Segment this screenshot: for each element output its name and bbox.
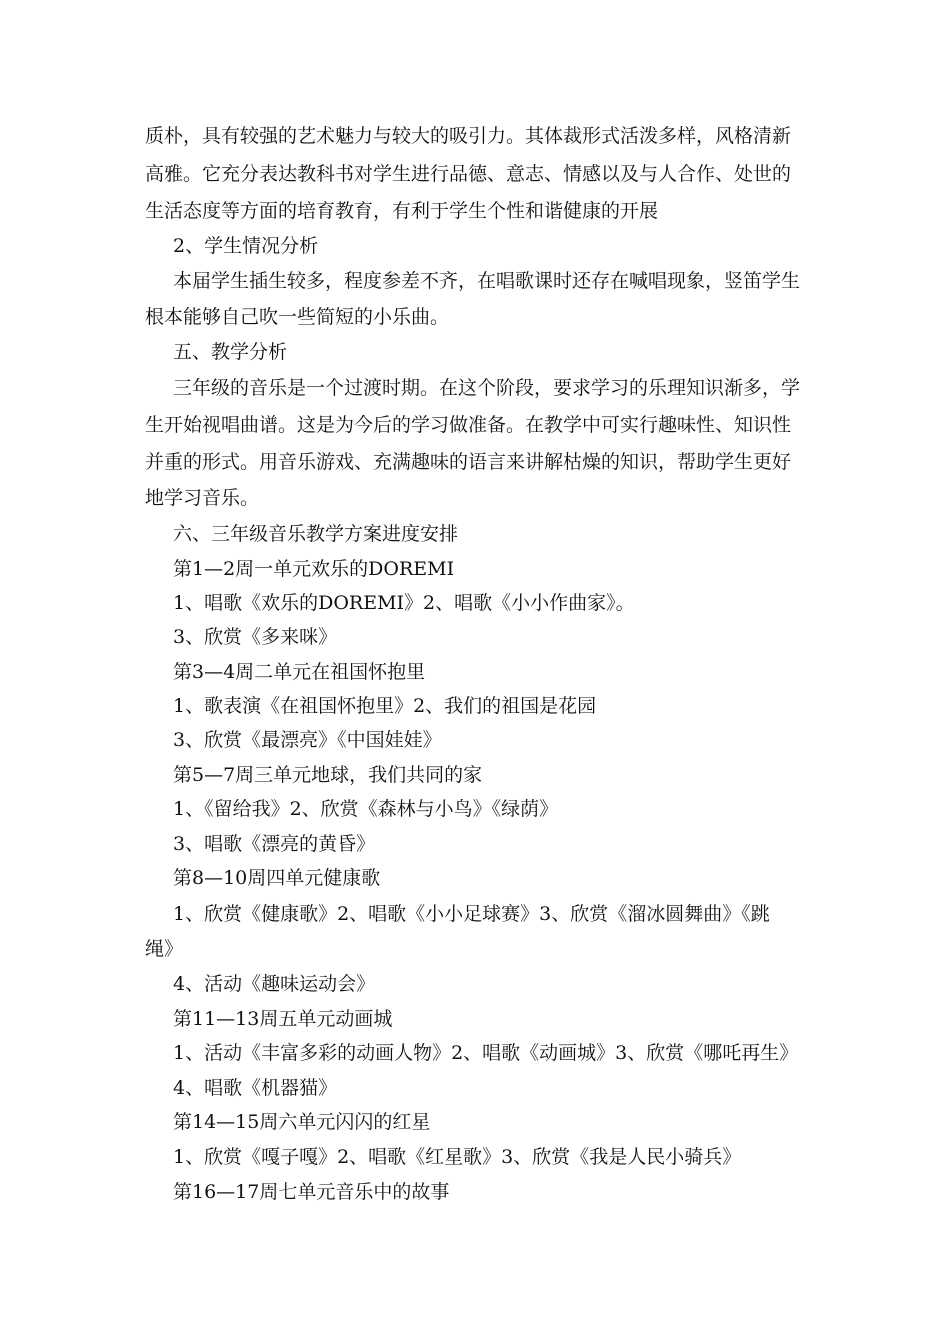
schedule-item: 1、活动《丰富多彩的动画人物》2、唱歌《动画城》3、欣赏《哪吒再生》 <box>173 1042 799 1064</box>
paragraph-line: 地学习音乐。 <box>145 487 260 509</box>
section-heading: 六、三年级音乐教学方案进度安排 <box>173 523 459 545</box>
schedule-item: 1、欣赏《嘎子嘎》2、唱歌《红星歌》3、欣赏《我是人民小骑兵》 <box>173 1146 742 1168</box>
schedule-unit-heading: 第3—4周二单元在祖国怀抱里 <box>173 661 426 683</box>
schedule-item: 1、歌表演《在祖国怀抱里》2、我们的祖国是花园 <box>173 695 597 717</box>
schedule-item: 3、唱歌《漂亮的黄昏》 <box>173 833 376 855</box>
section-heading: 五、教学分析 <box>173 341 288 363</box>
paragraph-line: 根本能够自己吹一些简短的小乐曲。 <box>145 306 450 328</box>
schedule-item: 4、唱歌《机器猫》 <box>173 1077 338 1099</box>
schedule-unit-heading: 第14—15周六单元闪闪的红星 <box>173 1111 431 1133</box>
schedule-item: 1、唱歌《欢乐的DOREMI》2、唱歌《小小作曲家》。 <box>173 592 635 614</box>
schedule-item: 3、欣赏《最漂亮》《中国娃娃》 <box>173 729 442 751</box>
paragraph-line: 质朴，具有较强的艺术魅力与较大的吸引力。其体裁形式活泼多样，风格清新 <box>145 125 792 147</box>
paragraph-line: 生开始视唱曲谱。这是为今后的学习做准备。在教学中可实行趣味性、知识性 <box>145 414 792 436</box>
schedule-item-continuation: 绳》 <box>145 938 184 960</box>
paragraph-line: 本届学生插生较多，程度参差不齐，在唱歌课时还存在喊唱现象，竖笛学生 <box>173 270 801 292</box>
paragraph-line: 并重的形式。用音乐游戏、充满趣味的语言来讲解枯燥的知识，帮助学生更好 <box>145 451 792 473</box>
section-heading: 2、学生情况分析 <box>173 235 319 257</box>
schedule-unit-heading: 第16—17周七单元音乐中的故事 <box>173 1181 450 1203</box>
schedule-unit-heading: 第11—13周五单元动画城 <box>173 1008 393 1030</box>
paragraph-line: 生活态度等方面的培育教育，有利于学生个性和谐健康的开展 <box>145 200 659 222</box>
schedule-item: 4、活动《趣味运动会》 <box>173 973 376 995</box>
paragraph-line: 三年级的音乐是一个过渡时期。在这个阶段，要求学习的乐理知识渐多，学 <box>173 377 801 399</box>
schedule-item: 1、欣赏《健康歌》2、唱歌《小小足球赛》3、欣赏《溜冰圆舞曲》《跳 <box>173 903 770 925</box>
paragraph-line: 高雅。它充分表达教科书对学生进行品德、意志、情感以及与人合作、处世的 <box>145 163 792 185</box>
schedule-unit-heading: 第5—7周三单元地球，我们共同的家 <box>173 764 483 786</box>
schedule-unit-heading: 第8—10周四单元健康歌 <box>173 867 381 889</box>
schedule-item: 1、《留给我》2、欣赏《森林与小鸟》《绿荫》 <box>173 798 559 820</box>
schedule-unit-heading: 第1—2周一单元欢乐的DOREMI <box>173 558 455 580</box>
schedule-item: 3、欣赏《多来咪》 <box>173 626 338 648</box>
